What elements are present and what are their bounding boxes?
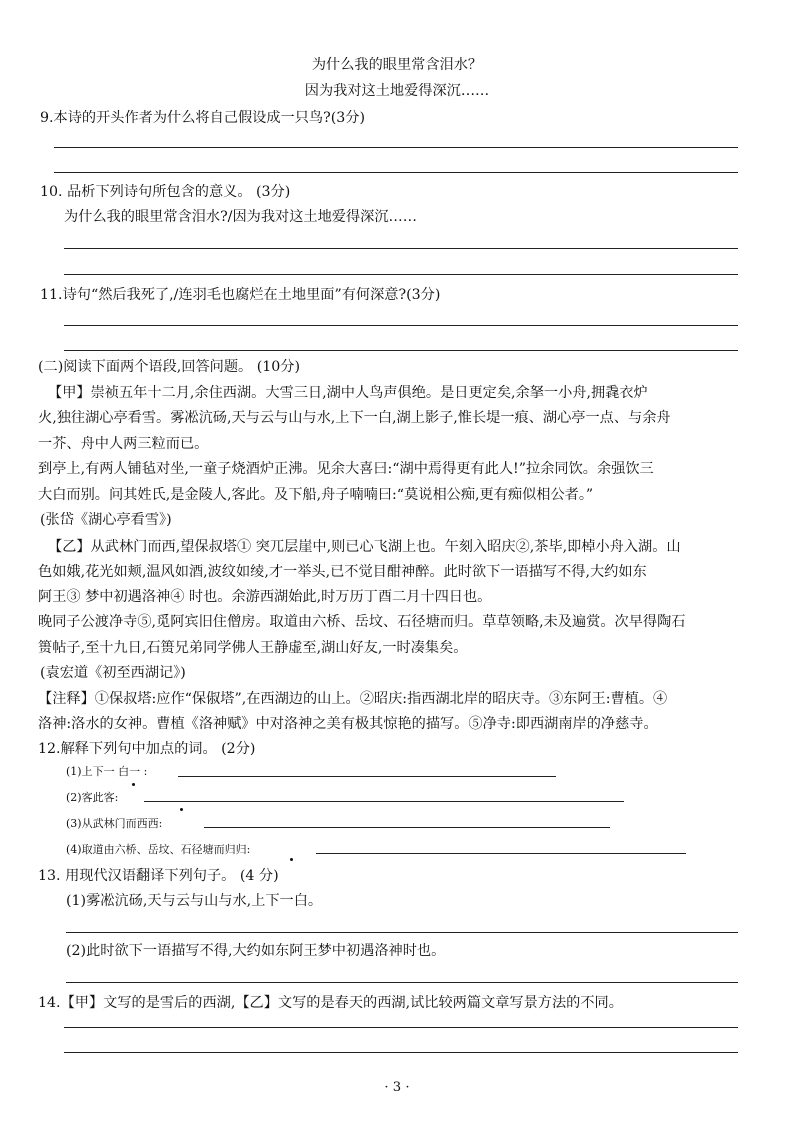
passage-yi-line: 阿王③ 梦中初遇洛神④ 时也。余游西湖始此,时万历丁酉二月十四日也。 (38, 589, 492, 605)
answer-line[interactable] (316, 853, 686, 854)
question-10-quote: 为什么我的眼里常含泪水?/因为我对这土地爱得深沉…… (64, 209, 417, 225)
answer-line[interactable] (178, 776, 556, 777)
q12-item-3: (3)从武林门而西西: (66, 817, 163, 830)
passage-yi-line: 【乙】从武林门而西,望保叔塔① 突兀层崖中,则已心飞湖上也。午刻入昭庆②,茶毕,即棹小舟入湖。山 (48, 539, 681, 555)
q12-item-1: (1)上下一 白一 : (66, 765, 148, 778)
q12-item-4: (4)取道由六桥、岳坟、石径塘而归归: (66, 843, 251, 856)
answer-line[interactable] (204, 827, 610, 828)
passage-jia-source: (张岱《湖心亭看雪》) (40, 512, 172, 528)
q13-item-1: (1)雾凇沆砀,天与云与山与水,上下一白。 (66, 893, 323, 909)
notes-line: 洛神:洛水的女神。曹植《洛神赋》中对洛神之美有极其惊艳的描写。⑤净寺:即西湖南岸的净慈寺。 (38, 716, 658, 732)
passage-jia-line: 大白而别。问其姓氏,是金陵人,客此。及下船,舟子喃喃曰:“莫说相公痴,更有痴似相公者。” (38, 487, 594, 503)
question-11: 11.诗句“然后我死了,/连羽毛也腐烂在土地里面”有何深意?(3分) (40, 287, 441, 303)
answer-line[interactable] (66, 932, 738, 933)
answer-line[interactable] (64, 325, 738, 326)
passage-yi-line: 晚同子公渡净寺⑤,觅阿宾旧住僧房。取道由六桥、岳坟、石径塘而归。草草领略,未及遍赏。次早得陶石 (38, 614, 686, 630)
answer-line[interactable] (64, 1027, 738, 1028)
notes-line: 【注释】①保叔塔:应作“保俶塔”,在西湖边的山上。②昭庆:指西湖北岸的昭庆寺。③东阿王:曹植。④ (38, 691, 668, 707)
section-2-title: (二)阅读下面两个语段,回答问题。 (10分) (38, 359, 301, 375)
passage-jia-line: 一芥、舟中人两三粒而已。 (38, 436, 209, 452)
question-12: 12.解释下列句中加点的词。 (2分) (38, 741, 256, 757)
emphasis-dot (180, 808, 183, 811)
poem-line-2: 因为我对这土地爱得深沉…… (304, 83, 490, 99)
answer-line[interactable] (54, 172, 738, 173)
emphasis-dot (290, 858, 293, 861)
passage-yi-line: 色如娥,花光如颊,温风如酒,波纹如绫,才一举头,已不觉目酣神醉。此时欲下一语描写不得,大约如东 (38, 564, 647, 580)
q13-item-2: (2)此时欲下一语描写不得,大约如东阿王梦中初遇洛神时也。 (66, 943, 446, 959)
answer-line[interactable] (66, 982, 738, 983)
question-9: 9.本诗的开头作者为什么将自己假设成一只鸟?(3分) (40, 110, 365, 126)
answer-line[interactable] (64, 1052, 738, 1053)
answer-line[interactable] (64, 350, 738, 351)
passage-jia-line: 火,独往湖心亭看雪。雾凇沆砀,天与云与山与水,上下一白,湖上影子,惟长堤一痕、湖心亭一点、与余舟 (38, 410, 671, 426)
q12-item-2: (2)客此客: (66, 791, 119, 804)
page-number: · 3 · (384, 1080, 410, 1095)
question-14: 14.【甲】文写的是雪后的西湖,【乙】文写的是春天的西湖,试比较两篇文章写景方法的不同。 (38, 995, 623, 1011)
passage-jia-line: 【甲】崇祯五年十二月,余住西湖。大雪三日,湖中人鸟声俱绝。是日更定矣,余拏一小舟,拥毳衣炉 (48, 385, 648, 401)
question-13: 13. 用现代汉语翻译下列句子。 (4 分) (38, 868, 279, 884)
passage-yi-line: 篑帖子,至十九日,石篑兄弟同学佛人王静虚至,湖山好友,一时凑集矣。 (38, 640, 468, 656)
answer-line[interactable] (64, 248, 738, 249)
emphasis-dot (132, 783, 135, 786)
passage-jia-line: 到亭上,有两人铺毡对坐,一童子烧酒炉正沸。见余大喜曰:“湖中焉得更有此人!”拉余同饮。余强饮三 (38, 461, 654, 477)
answer-line[interactable] (54, 147, 738, 148)
answer-line[interactable] (144, 801, 624, 802)
passage-yi-source: (袁宏道《初至西湖记》) (40, 665, 186, 681)
answer-line[interactable] (64, 274, 738, 275)
question-10: 10. 品析下列诗句所包含的意义。 (3分) (40, 184, 291, 200)
poem-line-1: 为什么我的眼里常含泪水？ (311, 57, 483, 73)
